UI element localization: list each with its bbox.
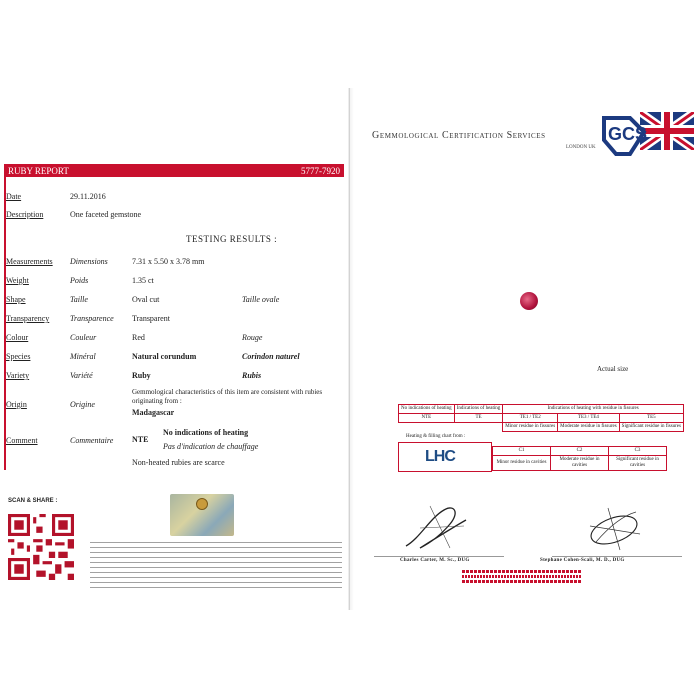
shape-value: Oval cut: [132, 295, 160, 304]
te-code-cell: TE: [454, 414, 503, 423]
species-value: Natural corundum: [132, 352, 197, 361]
measurements-label-fr: Dimensions: [70, 257, 108, 266]
signature-line-2: [552, 556, 682, 557]
variety-label: Variety: [6, 371, 30, 380]
company-location: LONDON UK: [566, 145, 596, 150]
date-label: Date: [6, 192, 22, 201]
nte-code-cell: NTE: [399, 414, 455, 423]
colour-label: Colour: [6, 333, 29, 342]
gcs-uk-flag-logo: [600, 110, 694, 156]
species-label: Species: [6, 352, 31, 361]
cavity-residue-table: [492, 446, 667, 471]
comment-label: Comment: [6, 436, 38, 445]
page-fold: [348, 88, 354, 610]
colour-value-fr: Rouge: [242, 333, 263, 342]
company-name-text: Gemmological Certification Services: [372, 130, 546, 141]
description-value: One faceted gemstone: [70, 210, 142, 219]
transparency-label-fr: Transparence: [70, 314, 114, 323]
c2-code: C2: [551, 447, 609, 456]
origin-label: Origin: [6, 400, 27, 409]
colour-row: [6, 333, 342, 345]
svg-text:GCS: GCS: [608, 124, 648, 144]
testing-results-heading: TESTING RESULTS :: [186, 234, 278, 244]
ruby-gem-photo: [520, 292, 538, 310]
c2-desc: Moderate residue in cavities: [551, 456, 609, 471]
transparency-label: Transparency: [6, 314, 50, 323]
scan-share-label: SCAN & SHARE :: [8, 498, 58, 504]
residue-fissures-header: Indications of heating with residue in fissures: [503, 405, 684, 414]
origin-statement: Gemmological characteristics of this item are consistent with rubies originating from :: [132, 388, 323, 405]
report-header-bar: [4, 164, 344, 177]
origin-label-fr: Origine: [70, 400, 95, 409]
te5-code: TE5: [619, 414, 683, 423]
comment-english: No indications of heating: [163, 428, 249, 437]
te34-desc: Moderate residue in fissures: [558, 423, 620, 432]
company-name: [372, 130, 546, 141]
variety-row: [6, 371, 342, 383]
lhc-logo: LHC: [425, 448, 455, 465]
measurements-value: 7.31 x 5.50 x 3.78 mm: [132, 257, 205, 266]
comment-code: NTE: [132, 435, 149, 444]
weight-label-fr: Poids: [70, 276, 89, 285]
no-heating-header: No indications of heating: [399, 405, 455, 414]
signer-carter-name: Charles Carter, M. Sc., DUG: [400, 558, 470, 563]
signature-carter: [400, 498, 480, 558]
variety-value: Ruby: [132, 371, 151, 380]
comment-note: Non-heated rubies are scarce: [132, 458, 225, 467]
te34-code: TE3 / TE4: [558, 414, 620, 423]
shape-label: Shape: [6, 295, 26, 304]
signature-line-1: [374, 556, 504, 557]
weight-value: 1.35 ct: [132, 276, 154, 285]
legal-fine-print: [90, 542, 342, 588]
signer-cohen-scali-name: Stephane Cohen-Scali, M. D., DUG: [540, 558, 625, 563]
report-title: RUBY REPORT: [8, 165, 69, 176]
heating-indication-table: [398, 404, 684, 432]
species-value-fr: Corindon naturel: [242, 352, 300, 361]
variety-value-fr: Rubis: [242, 371, 262, 380]
transparency-value: Transparent: [132, 314, 170, 323]
measurements-label: Measurements: [6, 257, 53, 266]
qr-code[interactable]: [8, 514, 74, 580]
comment-label-fr: Commentaire: [70, 436, 114, 445]
shape-row: [6, 295, 342, 307]
c1-code: C1: [493, 447, 551, 456]
weight-row: [6, 276, 342, 288]
te12-code: TE1 / TE2: [503, 414, 558, 423]
c3-desc: Significant residue in cavities: [609, 456, 667, 471]
transparency-row: [6, 314, 342, 326]
red-disclaimer-text: [462, 570, 582, 583]
shape-value-fr: Taille ovale: [242, 295, 280, 304]
heat-chart-source-label: Heating & filling chart from :: [406, 434, 466, 439]
shape-label-fr: Taille: [70, 295, 88, 304]
date-value: 29.11.2016: [70, 192, 106, 201]
c3-code: C3: [609, 447, 667, 456]
measurements-row: [6, 257, 342, 269]
origin-country: Madagascar: [132, 408, 175, 417]
variety-label-fr: Variété: [70, 371, 93, 380]
c1-desc: Minor residue in cavities: [493, 456, 551, 471]
hologram-seal-icon: [196, 498, 208, 510]
date-row: [6, 192, 342, 204]
weight-label: Weight: [6, 276, 29, 285]
heating-header: Indications of heating: [454, 405, 503, 414]
colour-value: Red: [132, 333, 145, 342]
signature-cohen-scali: [578, 498, 658, 558]
species-row: [6, 352, 342, 364]
colour-label-fr: Couleur: [70, 333, 97, 342]
report-number: 5777-7920: [301, 165, 340, 176]
te5-desc: Significant residue in fissures: [619, 423, 683, 432]
comment-french: Pas d'indication de chauffage: [163, 442, 259, 451]
actual-size-label: Actual size: [597, 365, 629, 373]
description-label: Description: [6, 210, 44, 219]
te12-desc: Minor residue in fissures: [503, 423, 558, 432]
species-label-fr: Minéral: [70, 352, 96, 361]
description-row: [6, 210, 342, 222]
